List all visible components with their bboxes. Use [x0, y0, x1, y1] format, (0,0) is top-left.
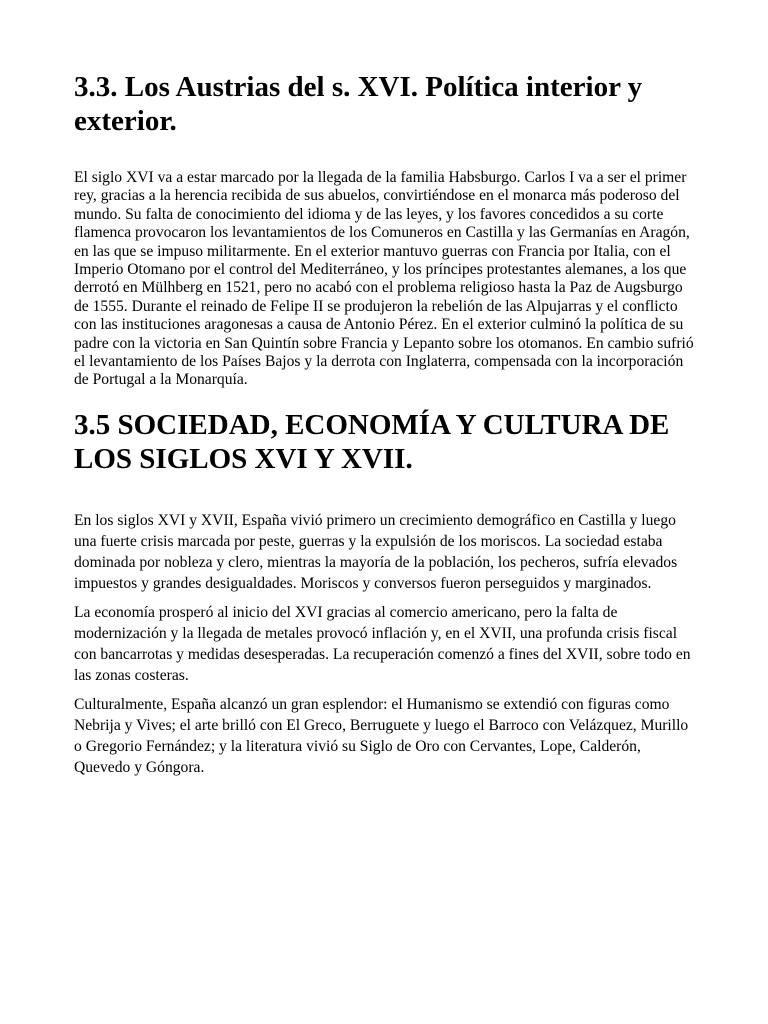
paragraph-cultura: Culturalmente, España alcanzó un gran esplendor: el Humanismo se extendió con figuras como Nebrija y Vives; el arte brilló con El Greco, Berruguete y luego el Barroco con Velázquez, Murillo o Gregorio Fernández; y la literatura vivió su Siglo de Oro con Cervantes, Lope, Calderón, Quevedo y Góngora.	[74, 695, 689, 776]
section-title-sociedad: 3.5 SOCIEDAD, ECONOMÍA Y CULTURA DE LOS SIGLOS XVI Y XVII.	[74, 408, 670, 475]
section-title-austrias: 3.3. Los Austrias del s. XVI. Política interior y exterior.	[74, 71, 643, 137]
paragraph-economia: La economía prosperó al inicio del XVI gracias al comercio americano, pero la falta de modernización y la llegada de metales provocó inflación y, en el XVII, una profunda crisis fiscal con bancarrotas y medidas desesperadas. La recuperación comenzó a fines del XVII, sobre todo en las zonas costeras.	[74, 603, 691, 684]
document-page	[74, 70, 698, 786]
paragraph-austrias: El siglo XVI va a estar marcado por la llegada de la familia Habsburgo. Carlos I va a ser el primer rey, gracias a la herencia recibida de sus abuelos, convirtiéndose en el monarca más poderoso del mundo. Su falta de conocimiento del idioma y de las leyes, y los favores concedidos a su corte flamenca provocaron los levantamientos de los Comuneros en Castilla y las Germanías en Aragón, en las que se impuso militarmente. En el exterior mantuvo guerras con Francia por Italia, con el Imperio Otomano por el control del Mediterráneo, y los príncipes protestantes alemanes, a los que derrotó en Mülhberg en 1521, pero no acabó con el problema religioso hasta la Paz de Augsburgo de 1555. Durante el reinado de Felipe II se produjeron la rebelión de las Alpujarras y el conflicto con las instituciones aragonesas a causa de Antonio Pérez. En el exterior culminó la política de su padre con la victoria en San Quintín sobre Francia y Lepanto sobre los otomanos. En cambio sufrió el levantamiento de los Países Bajos y la derrota con Inglaterra, compensada con la incorporación de Portugal a la Monarquía.	[74, 169, 694, 389]
paragraph-sociedad: En los siglos XVI y XVII, España vivió primero un crecimiento demográfico en Castilla y luego una fuerte crisis marcada por peste, guerras y la expulsión de los moriscos. La sociedad estaba dominada por nobleza y clero, mientras la mayoría de la población, los pecheros, sufría elevados impuestos y grandes desigualdades. Moriscos y conversos fueron perseguidos y marginados.	[74, 511, 678, 592]
